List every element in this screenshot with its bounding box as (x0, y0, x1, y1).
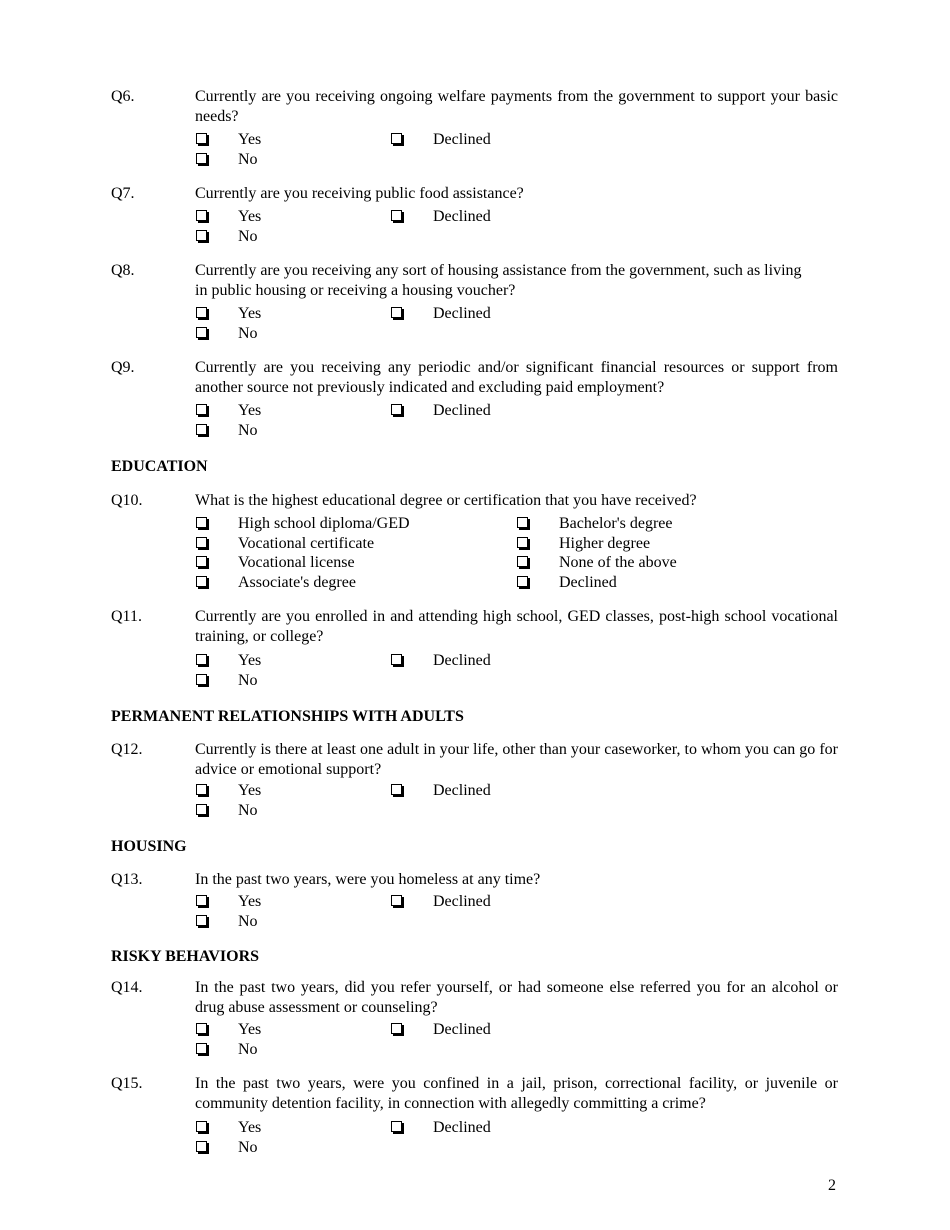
option-label: None of the above (559, 554, 677, 571)
option-label: Yes (238, 208, 262, 225)
question-number-q15: Q15. (111, 1075, 143, 1092)
checkbox-icon[interactable] (517, 576, 528, 587)
section-heading-housing: HOUSING (111, 838, 187, 855)
option-label: Yes (238, 305, 262, 322)
option-label: Vocational certificate (238, 535, 375, 552)
option-label: Declined (433, 402, 491, 419)
question-number-q6: Q6. (111, 88, 135, 105)
checkbox-icon[interactable] (196, 1121, 207, 1132)
option-label: No (238, 1041, 258, 1058)
option-label: Yes (238, 782, 262, 799)
option-label: Declined (433, 1021, 491, 1038)
option-label: Vocational license (238, 554, 355, 571)
question-text-q15: In the past two years, were you confined in a jail, prison, correctional facility, or juvenile or community detention facility, in connection with allegedly committing a crime? (195, 1075, 838, 1112)
checkbox-icon[interactable] (196, 133, 207, 144)
question-text-q6: Currently are you receiving ongoing welfare payments from the government to support your basic needs? (195, 88, 838, 125)
question-number-q10: Q10. (111, 492, 143, 509)
option-label: Bachelor's degree (559, 515, 673, 532)
checkbox-icon[interactable] (391, 1023, 402, 1034)
option-label: High school diploma/GED (238, 515, 410, 532)
checkbox-icon[interactable] (391, 895, 402, 906)
checkbox-icon[interactable] (391, 654, 402, 665)
question-text-q12: Currently is there at least one adult in your life, other than your caseworker, to whom you can go for advice or emotional support? (195, 741, 838, 778)
checkbox-icon[interactable] (196, 654, 207, 665)
checkbox-icon[interactable] (196, 674, 207, 685)
option-label: Declined (433, 652, 491, 669)
question-number-q12: Q12. (111, 741, 143, 758)
question-text-q8: Currently are you receiving any sort of housing assistance from the government, such as living in public housing or receiving a housing voucher? (195, 262, 802, 299)
checkbox-icon[interactable] (196, 327, 207, 338)
checkbox-icon[interactable] (391, 133, 402, 144)
checkbox-icon[interactable] (391, 210, 402, 221)
option-label: No (238, 325, 258, 342)
question-text-q9: Currently are you receiving any periodic and/or significant financial resources or support from another source not previously indicated and excluding paid employment? (195, 359, 838, 396)
checkbox-icon[interactable] (517, 537, 528, 548)
option-label: No (238, 913, 258, 930)
section-heading-relationships: PERMANENT RELATIONSHIPS WITH ADULTS (111, 708, 464, 725)
option-label: Yes (238, 652, 262, 669)
checkbox-icon[interactable] (196, 210, 207, 221)
checkbox-icon[interactable] (196, 153, 207, 164)
option-label: Declined (433, 305, 491, 322)
option-label: Declined (559, 574, 617, 591)
option-label: Yes (238, 893, 262, 910)
checkbox-icon[interactable] (391, 784, 402, 795)
option-label: Yes (238, 402, 262, 419)
checkbox-icon[interactable] (196, 576, 207, 587)
option-label: Higher degree (559, 535, 651, 552)
checkbox-icon[interactable] (391, 1121, 402, 1132)
checkbox-icon[interactable] (196, 915, 207, 926)
question-text-q11: Currently are you enrolled in and attending high school, GED classes, post-high school vocational training, or college? (195, 608, 838, 645)
checkbox-icon[interactable] (196, 424, 207, 435)
checkbox-icon[interactable] (391, 307, 402, 318)
option-label: No (238, 151, 258, 168)
option-label: No (238, 802, 258, 819)
checkbox-icon[interactable] (391, 404, 402, 415)
checkbox-icon[interactable] (196, 404, 207, 415)
section-heading-risky-behaviors: RISKY BEHAVIORS (111, 948, 260, 965)
question-text-q13: In the past two years, were you homeless at any time? (195, 871, 541, 888)
option-label: Declined (433, 208, 491, 225)
checkbox-icon[interactable] (196, 804, 207, 815)
option-label: Associate's degree (238, 574, 356, 591)
option-label: Yes (238, 131, 262, 148)
checkbox-icon[interactable] (196, 784, 207, 795)
question-number-q13: Q13. (111, 871, 143, 888)
option-label: No (238, 228, 258, 245)
checkbox-icon[interactable] (196, 517, 207, 528)
option-label: No (238, 672, 258, 689)
option-label: No (238, 422, 258, 439)
page-number: 2 (828, 1177, 836, 1194)
option-label: Yes (238, 1119, 262, 1136)
checkbox-icon[interactable] (196, 895, 207, 906)
checkbox-icon[interactable] (196, 1043, 207, 1054)
checkbox-icon[interactable] (196, 537, 207, 548)
question-text-q7: Currently are you receiving public food assistance? (195, 185, 524, 202)
option-label: Declined (433, 131, 491, 148)
checkbox-icon[interactable] (517, 517, 528, 528)
option-label: Declined (433, 782, 491, 799)
option-label: Declined (433, 1119, 491, 1136)
checkbox-icon[interactable] (196, 1141, 207, 1152)
question-number-q7: Q7. (111, 185, 135, 202)
option-label: Declined (433, 893, 491, 910)
checkbox-icon[interactable] (517, 556, 528, 567)
question-number-q9: Q9. (111, 359, 135, 376)
question-text-q14: In the past two years, did you refer yourself, or had someone else referred you for an alcohol or drug abuse assessment or counseling? (195, 979, 838, 1016)
option-label: Yes (238, 1021, 262, 1038)
checkbox-icon[interactable] (196, 307, 207, 318)
option-label: No (238, 1139, 258, 1156)
question-number-q14: Q14. (111, 979, 143, 996)
section-heading-education: EDUCATION (111, 458, 208, 475)
checkbox-icon[interactable] (196, 556, 207, 567)
question-number-q11: Q11. (111, 608, 142, 625)
question-number-q8: Q8. (111, 262, 135, 279)
checkbox-icon[interactable] (196, 1023, 207, 1034)
question-text-q10: What is the highest educational degree or certification that you have received? (195, 492, 697, 509)
checkbox-icon[interactable] (196, 230, 207, 241)
